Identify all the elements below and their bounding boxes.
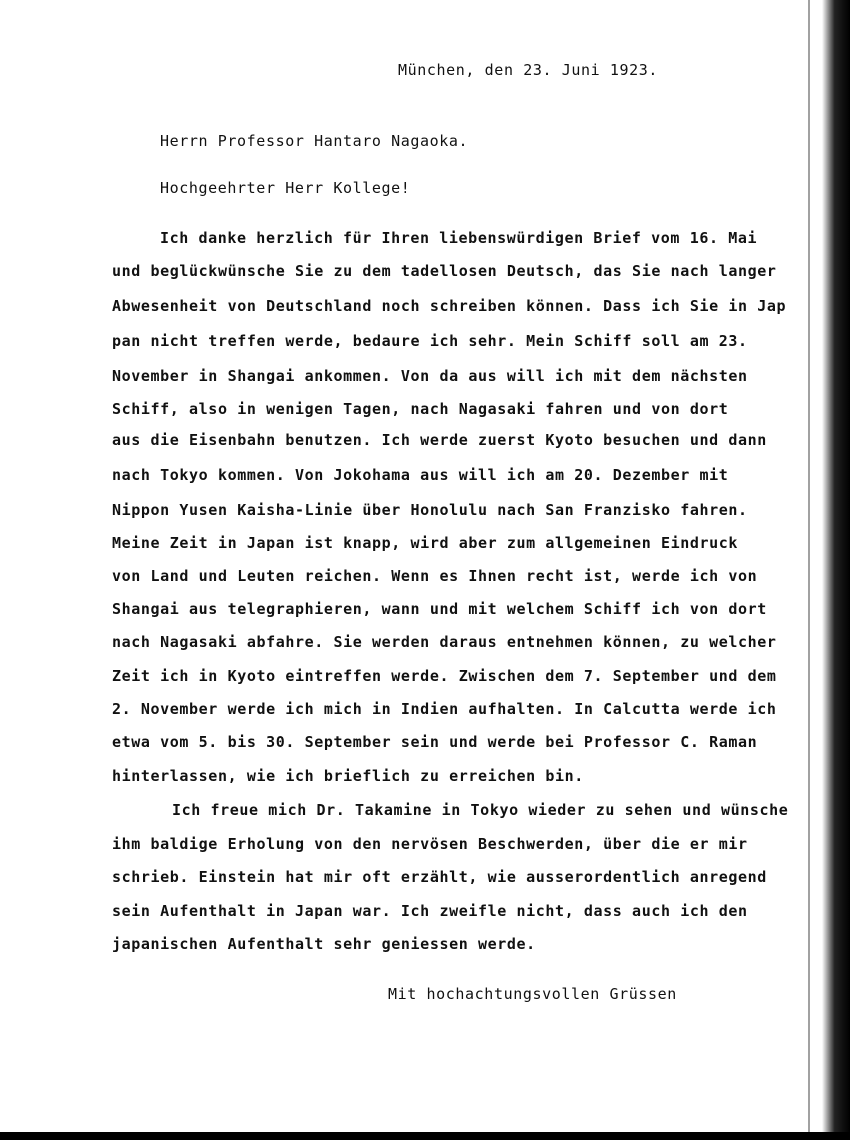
- paragraph1-line: etwa vom 5. bis 30. September sein und werde bei Professor C. Raman: [112, 733, 758, 751]
- paragraph1-line: aus die Eisenbahn benutzen. Ich werde zuerst Kyoto besuchen und dann: [112, 431, 767, 449]
- paragraph1-line: und beglückwünsche Sie zu dem tadellosen Deutsch, das Sie nach langer: [112, 262, 777, 280]
- paragraph1-line: Ich danke herzlich für Ihren liebenswürdigen Brief vom 16. Mai: [160, 229, 758, 247]
- paragraph1-line: pan nicht treffen werde, bedaure ich sehr. Mein Schiff soll am 23.: [112, 332, 748, 350]
- paragraph1-line: Nippon Yusen Kaisha-Linie über Honolulu nach San Franzisko fahren.: [112, 501, 748, 519]
- page-fold-shadow: [808, 0, 810, 1140]
- paragraph1-line: November in Shangai ankommen. Von da aus will ich mit dem nächsten: [112, 367, 748, 385]
- closing: Mit hochachtungsvollen Grüssen: [388, 985, 677, 1003]
- paragraph1-line: hinterlassen, wie ich brieflich zu erreichen bin.: [112, 767, 584, 785]
- paragraph1-line: Schiff, also in wenigen Tagen, nach Nagasaki fahren und von dort: [112, 400, 729, 418]
- scan-edge-bottom: [0, 1132, 850, 1140]
- paragraph2-line: schrieb. Einstein hat mir oft erzählt, wie ausserordentlich anregend: [112, 868, 767, 886]
- paragraph1-line: von Land und Leuten reichen. Wenn es Ihnen recht ist, werde ich von: [112, 567, 758, 585]
- paragraph1-line: Meine Zeit in Japan ist knapp, wird aber zum allgemeinen Eindruck: [112, 534, 738, 552]
- date-line: München, den 23. Juni 1923.: [398, 61, 659, 79]
- addressee: Herrn Professor Hantaro Nagaoka.: [160, 132, 469, 150]
- paragraph1-line: Abwesenheit von Deutschland noch schreiben können. Dass ich Sie in Jap: [112, 297, 787, 315]
- paragraph2-line: ihm baldige Erholung von den nervösen Beschwerden, über die er mir: [112, 835, 748, 853]
- salutation: Hochgeehrter Herr Kollege!: [160, 179, 411, 197]
- paragraph1-line: Shangai aus telegraphieren, wann und mit welchem Schiff ich von dort: [112, 600, 767, 618]
- paragraph1-line: Zeit ich in Kyoto eintreffen werde. Zwischen dem 7. September und dem: [112, 667, 777, 685]
- paragraph1-line: nach Nagasaki abfahre. Sie werden daraus entnehmen können, zu welcher: [112, 633, 777, 651]
- paragraph2-line: sein Aufenthalt in Japan war. Ich zweifle nicht, dass auch ich den: [112, 902, 748, 920]
- paragraph1-line: nach Tokyo kommen. Von Jokohama aus will ich am 20. Dezember mit: [112, 466, 729, 484]
- paragraph1-line: 2. November werde ich mich in Indien aufhalten. In Calcutta werde ich: [112, 700, 777, 718]
- paragraph2-line: Ich freue mich Dr. Takamine in Tokyo wieder zu sehen und wünsche: [172, 801, 789, 819]
- paragraph2-line: japanischen Aufenthalt sehr geniessen werde.: [112, 935, 536, 953]
- scan-edge-right: [822, 0, 850, 1140]
